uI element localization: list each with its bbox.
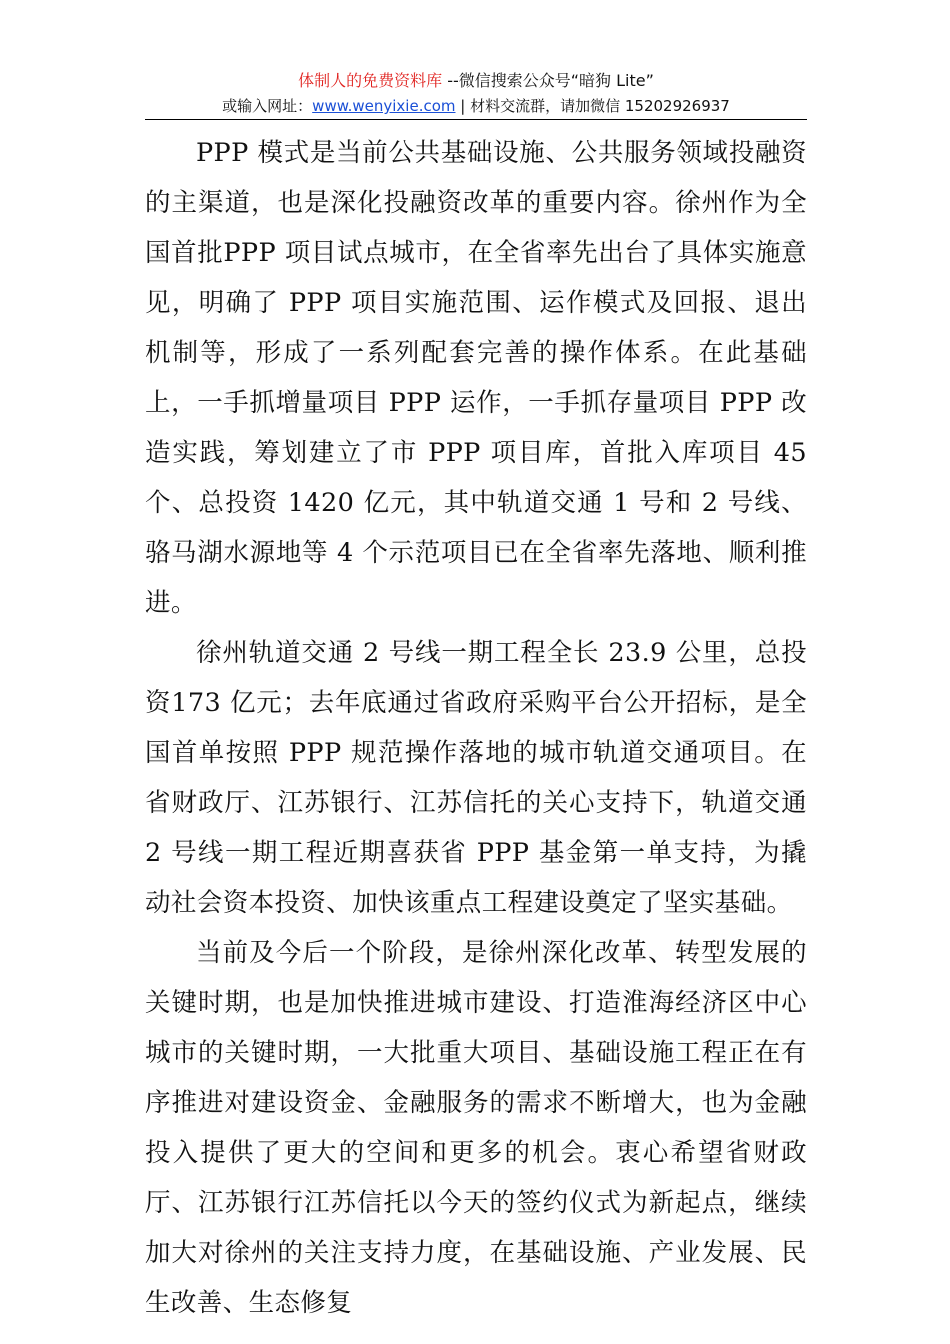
header-url-link[interactable]: www.wenyixie.com — [312, 97, 456, 115]
document-body — [145, 128, 807, 1328]
header-url-prefix: 或输入网址： — [222, 97, 313, 115]
header-title-line — [145, 68, 807, 94]
paragraph-2: 徐州轨道交通 2 号线一期工程全长 23.9 公里，总投资173 亿元；去年底通过省政府采购平台公开招标，是全国首单按照 PPP 规范操作落地的城市轨道交通项目。在省财政厅、江苏银行、江苏信托的关心支持下，轨道交通 2 号线一期工程近期喜获省 PPP 基金第一单支持，为撬动社会资本投资、加快该重点工程建设奠定了坚实基础。 — [145, 638, 807, 918]
document-header — [145, 68, 807, 118]
paragraph-1: PPP 模式是当前公共基础设施、公共服务领域投融资的主渠道，也是深化投融资改革的重要内容。徐州作为全国首批PPP 项目试点城市，在全省率先出台了具体实施意见，明确了 PPP 项目实施范围、运作模式及回报、退出机制等，形成了一系列配套完善的操作体系。在此基础上，一手抓增量项目 PPP 运作，一手抓存量项目 PPP 改造实践，筹划建立了市 PPP 项目库，首批入库项目 45 个、总投资 1420 亿元，其中轨道交通 1 号和 2 号线、骆马湖水源地等 4 个示范项目已在全省率先落地、顺利推进。 — [145, 138, 807, 618]
header-contact-line — [145, 94, 807, 118]
header-wechat-note: --微信搜索公众号“暗狗 Lite” — [442, 71, 654, 90]
header-separator: | — [455, 97, 471, 115]
header-contact: 材料交流群，请加微信 15202926937 — [470, 97, 730, 115]
paragraph-3: 当前及今后一个阶段，是徐州深化改革、转型发展的关键时期，也是加快推进城市建设、打造淮海经济区中心城市的关键时期，一大批重大项目、基础设施工程正在有序推进对建设资金、金融服务的需求不断增大，也为金融投入提供了更大的空间和更多的机会。衷心希望省财政厅、江苏银行江苏信托以今天的签约仪式为新起点，继续加大对徐州的关注支持力度，在基础设施、产业发展、民生改善、生态修复 — [145, 938, 807, 1318]
header-brand: 体制人的免费资料库 — [298, 71, 443, 90]
header-divider — [145, 119, 807, 120]
